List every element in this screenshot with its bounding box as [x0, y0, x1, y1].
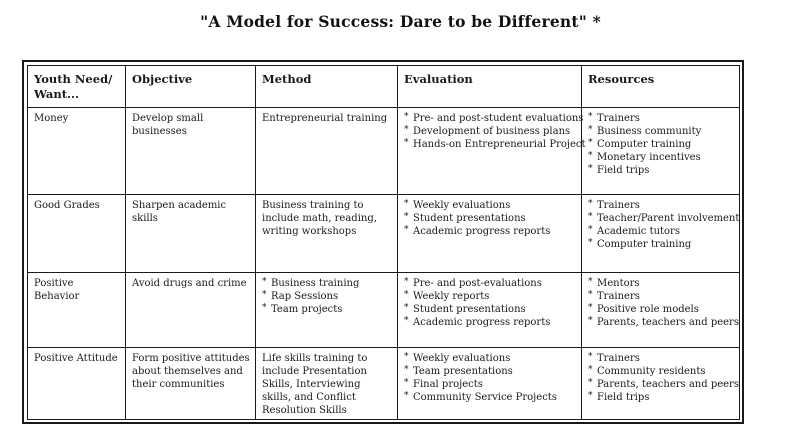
success-model-table — [27, 65, 740, 420]
evaluation-cell — [398, 273, 582, 348]
method-cell: Life skills training to include Presentation Skills, Interviewing skills, and Conflict Resolution Skills — [256, 348, 398, 420]
bullet-item: * Weekly evaluations — [404, 352, 576, 365]
column-header-evaluation: Evaluation — [398, 66, 582, 108]
evaluation-cell-list — [404, 277, 576, 329]
column-header-need: Youth Need/ Want... — [28, 66, 126, 108]
table-row — [28, 348, 740, 420]
method-cell — [256, 273, 398, 348]
bullet-item: * Trainers — [588, 290, 734, 303]
bullet-item: * Development of business plans — [404, 125, 576, 138]
bullet-item: * Computer training — [588, 238, 734, 251]
resources-cell-list — [588, 112, 734, 177]
evaluation-cell — [398, 195, 582, 273]
bullet-item: * Teacher/Parent involvement — [588, 212, 734, 225]
resources-cell — [582, 273, 740, 348]
need-cell: Money — [28, 108, 126, 195]
bullet-item: * Academic tutors — [588, 225, 734, 238]
bullet-item: * Pre- and post-student evaluations — [404, 112, 576, 125]
objective-cell: Form positive attitudes about themselves and their communities — [126, 348, 256, 420]
bullet-item: * Computer training — [588, 138, 734, 151]
column-header-method: Method — [256, 66, 398, 108]
bullet-item: * Team presentations — [404, 365, 576, 378]
bullet-item: * Business community — [588, 125, 734, 138]
resources-cell — [582, 195, 740, 273]
bullet-item: * Academic progress reports — [404, 225, 576, 238]
method-cell: Entrepreneurial training — [256, 108, 398, 195]
table-row — [28, 195, 740, 273]
resources-cell-list — [588, 352, 739, 404]
objective-cell: Develop small businesses — [126, 108, 256, 195]
evaluation-cell-list — [404, 352, 576, 404]
bullet-item: * Trainers — [588, 352, 734, 365]
bullet-item: * Parents, teachers and peers — [588, 316, 734, 329]
bullet-item: * Business training — [262, 277, 392, 290]
table-row — [28, 108, 740, 195]
bullet-item: * Community residents — [588, 365, 734, 378]
bullet-item: * Trainers — [588, 112, 734, 125]
resources-cell-list — [588, 277, 739, 329]
need-cell: Good Grades — [28, 195, 126, 273]
bullet-item: * Positive role models — [588, 303, 734, 316]
method-cell-list — [262, 277, 392, 316]
evaluation-cell — [398, 108, 586, 195]
bullet-item: * Mentors — [588, 277, 734, 290]
bullet-item: * Academic progress reports — [404, 316, 576, 329]
bullet-item: * Community Service Projects — [404, 391, 576, 404]
bullet-item: * Pre- and post-evaluations — [404, 277, 576, 290]
bullet-item: * Field trips — [588, 164, 734, 177]
bullet-item: * Parents, teachers and peers — [588, 378, 734, 391]
need-cell: Positive Attitude — [28, 348, 126, 420]
evaluation-cell — [398, 348, 582, 420]
bullet-item: * Student presentations — [404, 303, 576, 316]
bullet-item: * Rap Sessions — [262, 290, 392, 303]
table-row — [28, 273, 740, 348]
resources-cell — [582, 108, 740, 195]
bullet-item: * Weekly reports — [404, 290, 576, 303]
bullet-item: * Team projects — [262, 303, 392, 316]
need-cell: Positive Behavior — [28, 273, 126, 348]
objective-cell: Avoid drugs and crime — [126, 273, 256, 348]
resources-cell-list — [588, 199, 740, 251]
bullet-item: * Monetary incentives — [588, 151, 734, 164]
bullet-item: * Weekly evaluations — [404, 199, 576, 212]
evaluation-cell-list — [404, 199, 576, 238]
bullet-item: * Trainers — [588, 199, 734, 212]
bullet-item: * Final projects — [404, 378, 576, 391]
table-header-row — [28, 66, 740, 108]
column-header-objective: Objective — [126, 66, 256, 108]
bullet-item: * Student presentations — [404, 212, 576, 225]
bullet-item: * Hands-on Entrepreneurial Project — [404, 138, 576, 151]
bullet-item: * Field trips — [588, 391, 734, 404]
method-cell: Business training to include math, reading, writing workshops — [256, 195, 398, 273]
objective-cell: Sharpen academic skills — [126, 195, 256, 273]
evaluation-cell-list — [404, 112, 586, 151]
document-title: "A Model for Success: Dare to be Different" * — [200, 12, 601, 31]
column-header-resources: Resources — [582, 66, 740, 108]
resources-cell — [582, 348, 740, 420]
